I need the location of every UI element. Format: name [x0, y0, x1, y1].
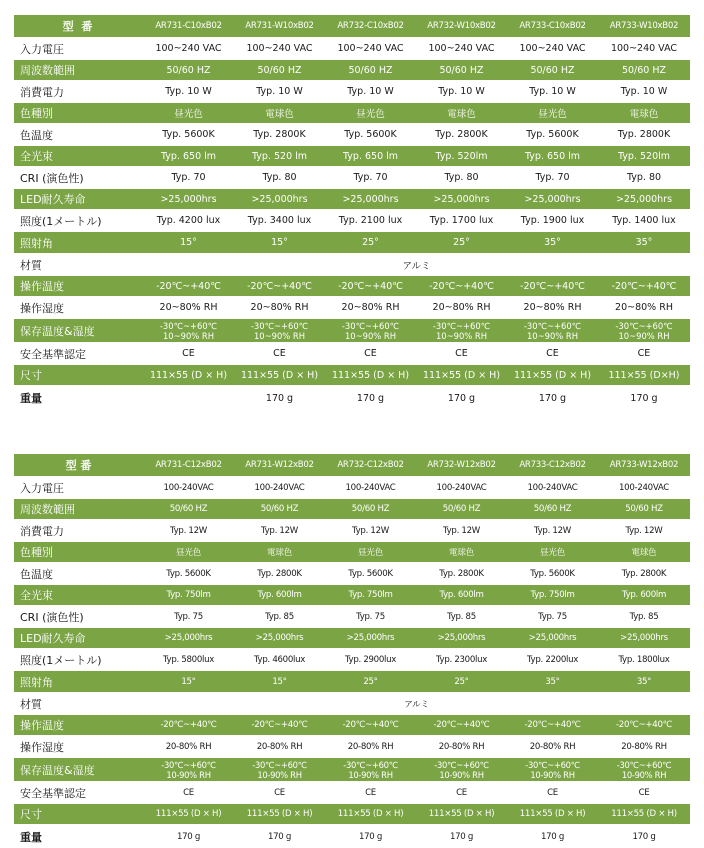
spec-value: -30℃~+60℃ 10-90% RH: [325, 757, 416, 782]
spec-value: CE: [234, 343, 325, 364]
spec-row-frequency-range: [14, 498, 690, 520]
spec-value: 111×55 (D × H): [507, 364, 598, 386]
spec-value: 50/60 HZ: [325, 498, 416, 520]
spec-value: -20℃~+40℃: [416, 714, 507, 736]
spec-value: 100-240VAC: [143, 477, 234, 498]
row-label: LED耐久寿命: [14, 627, 143, 649]
spec-value: Typ. 2300lux: [416, 649, 507, 670]
spec-value: Typ. 4200 lux: [143, 210, 234, 231]
spec-value: Typ. 5600K: [143, 124, 234, 145]
spec-value: Typ. 650 lm: [507, 145, 598, 167]
spec-value: -30℃~+60℃ 10-90% RH: [416, 757, 507, 782]
spec-value: -30℃~+60℃ 10~90% RH: [598, 318, 690, 343]
spec-value: -30℃~+60℃ 10-90% RH: [234, 757, 325, 782]
spec-value: 111×55 (D × H): [325, 803, 416, 825]
row-label: 周波数範囲: [14, 498, 143, 520]
spec-value: 20~80% RH: [234, 297, 325, 318]
spec-row-material: [14, 254, 690, 275]
spec-value: 20~80% RH: [143, 297, 234, 318]
spec-value: Typ. 1700 lux: [416, 210, 507, 231]
spec-value: 昼光色: [507, 102, 598, 124]
spec-row-storage-temp-humidity: [14, 318, 690, 343]
model-header-ar732-w10xb02: AR732-W10xB02: [416, 15, 507, 38]
model-header-ar733-w12xb02: AR733-W12xB02: [598, 454, 690, 477]
spec-value: CE: [598, 343, 690, 364]
row-label: 保存温度&湿度: [14, 318, 143, 343]
spec-value: Typ. 75: [325, 606, 416, 627]
spec-row-luminous-flux: [14, 145, 690, 167]
spec-value: -30℃~+60℃ 10~90% RH: [325, 318, 416, 343]
spec-value: 100~240 VAC: [234, 38, 325, 59]
spec-row-color-temperature: [14, 563, 690, 584]
spec-value: 100~240 VAC: [143, 38, 234, 59]
spec-value: 170 g: [507, 386, 598, 409]
spec-row-cri: [14, 606, 690, 627]
spec-value: Typ. 2200lux: [507, 649, 598, 670]
spec-value: 50/60 HZ: [325, 59, 416, 81]
spec-row-safety-certification: [14, 782, 690, 803]
model-number-title: 型 番: [14, 15, 143, 38]
row-label: 安全基準認定: [14, 343, 143, 364]
spec-value: 170 g: [416, 386, 507, 409]
spec-value: 170 g: [598, 825, 690, 848]
model-header-ar731-w10xb02: AR731-W10xB02: [234, 15, 325, 38]
spec-value: 111×55 (D × H): [416, 364, 507, 386]
row-label: 全光束: [14, 145, 143, 167]
spec-value: -20℃~+40℃: [507, 714, 598, 736]
spec-value: 100~240 VAC: [507, 38, 598, 59]
spec-value: -20℃~+40℃: [325, 275, 416, 297]
spec-value: 20-80% RH: [507, 736, 598, 757]
spec-value: Typ. 650 lm: [143, 145, 234, 167]
row-label: 操作温度: [14, 714, 143, 736]
spec-value: -30℃~+60℃ 10~90% RH: [143, 318, 234, 343]
spec-row-operating-temperature: [14, 275, 690, 297]
spec-value: >25,000hrs: [598, 188, 690, 210]
spec-value: 170 g: [325, 386, 416, 409]
spec-value: Typ. 2800K: [598, 563, 690, 584]
spec-row-dimensions: [14, 364, 690, 386]
spec-row-color-type: [14, 102, 690, 124]
spec-row-beam-angle: [14, 231, 690, 254]
spec-value: 50/60 HZ: [416, 498, 507, 520]
spec-row-input-voltage: [14, 477, 690, 498]
spec-value: CE: [598, 782, 690, 803]
row-label: 尺寸: [14, 364, 143, 386]
spec-value: Typ. 10 W: [143, 81, 234, 102]
spec-value: CE: [325, 343, 416, 364]
spec-value: 昼光色: [143, 102, 234, 124]
spec-row-cri: [14, 167, 690, 188]
spec-value: Typ. 2800K: [598, 124, 690, 145]
spec-value: Typ. 2800K: [416, 124, 507, 145]
spec-value: Typ. 750lm: [143, 584, 234, 606]
spec-value: >25,000hrs: [325, 627, 416, 649]
model-header-ar733-c10xb02: AR733-C10xB02: [507, 15, 598, 38]
spec-row-storage-temp-humidity: [14, 757, 690, 782]
spec-row-color-temperature: [14, 124, 690, 145]
spec-value: 111×55 (D × H): [416, 803, 507, 825]
spec-value: 15°: [143, 231, 234, 254]
spec-value: >25,000hrs: [143, 627, 234, 649]
spec-value: -30℃~+60℃ 10~90% RH: [507, 318, 598, 343]
spec-value: 170 g: [325, 825, 416, 848]
row-label: 保存温度&湿度: [14, 757, 143, 782]
spec-value: Typ. 12W: [325, 520, 416, 541]
spec-value: 111×55 (D × H): [143, 364, 234, 386]
spec-value: 50/60 HZ: [234, 498, 325, 520]
spec-value: Typ. 5600K: [325, 124, 416, 145]
spec-value: [143, 386, 234, 409]
spec-value: 35°: [507, 231, 598, 254]
spec-value: 100~240 VAC: [325, 38, 416, 59]
spec-value: Typ. 85: [234, 606, 325, 627]
spec-value: -20℃~+40℃: [143, 275, 234, 297]
spec-value: 昼光色: [325, 541, 416, 563]
spec-value: 50/60 HZ: [143, 498, 234, 520]
spec-value: 111×55 (D × H): [325, 364, 416, 386]
spec-value: 111×55 (D×H): [598, 364, 690, 386]
spec-value: -30℃~+60℃ 10~90% RH: [416, 318, 507, 343]
spec-value-material: アルミ: [143, 254, 690, 275]
spec-value: 25°: [325, 670, 416, 693]
spec-value: 電球色: [416, 541, 507, 563]
spec-value: 25°: [325, 231, 416, 254]
spec-value: 50/60 HZ: [234, 59, 325, 81]
spec-value: 35°: [598, 670, 690, 693]
spec-value: Typ. 12W: [507, 520, 598, 541]
row-label: 入力電圧: [14, 38, 143, 59]
spec-value: Typ. 1900 lux: [507, 210, 598, 231]
spec-value: 20-80% RH: [598, 736, 690, 757]
spec-row-power-consumption: [14, 81, 690, 102]
model-header-ar732-c12xb02: AR732-C12xB02: [325, 454, 416, 477]
spec-row-operating-humidity: [14, 736, 690, 757]
spec-value: >25,000hrs: [325, 188, 416, 210]
spec-value: Typ. 650 lm: [325, 145, 416, 167]
spec-value: 100-240VAC: [416, 477, 507, 498]
spec-value: 昼光色: [325, 102, 416, 124]
spec-value: Typ. 10 W: [507, 81, 598, 102]
spec-value: 電球色: [416, 102, 507, 124]
spec-value: Typ. 750lm: [325, 584, 416, 606]
spec-value: >25,000hrs: [234, 627, 325, 649]
spec-value: -20℃~+40℃: [143, 714, 234, 736]
spec-row-safety-certification: [14, 343, 690, 364]
spec-row-frequency-range: [14, 59, 690, 81]
spec-value: 111×55 (D × H): [598, 803, 690, 825]
spec-value: CE: [507, 782, 598, 803]
row-label: 操作温度: [14, 275, 143, 297]
spec-table-12w: [14, 454, 690, 848]
model-header-ar731-c12xb02: AR731-C12xB02: [143, 454, 234, 477]
spec-value: Typ. 600lm: [416, 584, 507, 606]
spec-value: 111×55 (D × H): [507, 803, 598, 825]
spec-value: 電球色: [234, 102, 325, 124]
spec-value: 100-240VAC: [598, 477, 690, 498]
model-header-ar733-w10xb02: AR733-W10xB02: [598, 15, 690, 38]
row-label: 消費電力: [14, 81, 143, 102]
spec-row-weight: [14, 386, 690, 409]
row-label: 全光束: [14, 584, 143, 606]
spec-value: 20-80% RH: [143, 736, 234, 757]
spec-value: >25,000hrs: [234, 188, 325, 210]
spec-value: 111×55 (D × H): [143, 803, 234, 825]
spec-value: CE: [325, 782, 416, 803]
spec-value: Typ. 12W: [143, 520, 234, 541]
spec-value: Typ. 5800lux: [143, 649, 234, 670]
spec-value: 20~80% RH: [598, 297, 690, 318]
spec-value: Typ. 12W: [598, 520, 690, 541]
spec-value: 20~80% RH: [416, 297, 507, 318]
row-label: 照度(1メートル): [14, 210, 143, 231]
spec-value: 15°: [234, 231, 325, 254]
spec-value: Typ. 520lm: [598, 145, 690, 167]
spec-value: >25,000hrs: [143, 188, 234, 210]
spec-value: -30℃~+60℃ 10-90% RH: [507, 757, 598, 782]
row-label: CRI (演色性): [14, 167, 143, 188]
spec-value: >25,000hrs: [507, 627, 598, 649]
spec-row-luminous-flux: [14, 584, 690, 606]
row-label: 材質: [14, 254, 143, 275]
spec-value: CE: [143, 343, 234, 364]
spec-value: -20℃~+40℃: [598, 714, 690, 736]
spec-value: Typ. 80: [598, 167, 690, 188]
spec-value: 20~80% RH: [325, 297, 416, 318]
row-label: 重量: [14, 825, 143, 848]
spec-value: 170 g: [234, 825, 325, 848]
row-label: 照射角: [14, 231, 143, 254]
spec-value: CE: [143, 782, 234, 803]
model-number-title: 型 番: [14, 454, 143, 477]
spec-row-illuminance: [14, 210, 690, 231]
spec-value: Typ. 520 lm: [234, 145, 325, 167]
spec-value: 50/60 HZ: [507, 59, 598, 81]
spec-row-illuminance: [14, 649, 690, 670]
spec-value: >25,000hrs: [598, 627, 690, 649]
spec-value: Typ. 2900lux: [325, 649, 416, 670]
spec-value: 100-240VAC: [507, 477, 598, 498]
model-header-ar732-w12xb02: AR732-W12xB02: [416, 454, 507, 477]
spec-value: 電球色: [234, 541, 325, 563]
spec-value: Typ. 600lm: [598, 584, 690, 606]
model-header-ar731-c10xb02: AR731-C10xB02: [143, 15, 234, 38]
spec-table-10w: [14, 15, 690, 409]
spec-value: Typ. 12W: [234, 520, 325, 541]
spec-value: 電球色: [598, 541, 690, 563]
spec-value: 100~240 VAC: [598, 38, 690, 59]
model-header-ar732-c10xb02: AR732-C10xB02: [325, 15, 416, 38]
spec-value: >25,000hrs: [416, 188, 507, 210]
spec-value: Typ. 750lm: [507, 584, 598, 606]
spec-row-material: [14, 693, 690, 714]
spec-value: Typ. 85: [416, 606, 507, 627]
spec-value: -20℃~+40℃: [598, 275, 690, 297]
spec-value: 20~80% RH: [507, 297, 598, 318]
spec-value: 20-80% RH: [234, 736, 325, 757]
row-label: 照射角: [14, 670, 143, 693]
spec-value: Typ. 85: [598, 606, 690, 627]
row-label: 尺寸: [14, 803, 143, 825]
spec-row-weight: [14, 825, 690, 848]
spec-value: 25°: [416, 231, 507, 254]
spec-value: 100-240VAC: [325, 477, 416, 498]
spec-value: -20℃~+40℃: [234, 714, 325, 736]
row-label: CRI (演色性): [14, 606, 143, 627]
spec-value: Typ. 70: [507, 167, 598, 188]
row-label: 色温度: [14, 563, 143, 584]
spec-value: -20℃~+40℃: [234, 275, 325, 297]
spec-row-operating-humidity: [14, 297, 690, 318]
spec-row-power-consumption: [14, 520, 690, 541]
spec-value: Typ. 2800K: [234, 124, 325, 145]
spec-row-led-lifetime: [14, 188, 690, 210]
spec-value: 昼光色: [143, 541, 234, 563]
spec-value: Typ. 2100 lux: [325, 210, 416, 231]
spec-value: -20℃~+40℃: [507, 275, 598, 297]
row-label: 操作湿度: [14, 736, 143, 757]
model-header-ar731-w12xb02: AR731-W12xB02: [234, 454, 325, 477]
spec-value: 25°: [416, 670, 507, 693]
spec-value: Typ. 4600lux: [234, 649, 325, 670]
spec-value: Typ. 12W: [416, 520, 507, 541]
spec-value: 35°: [598, 231, 690, 254]
spec-value: 15°: [143, 670, 234, 693]
spec-value: 50/60 HZ: [507, 498, 598, 520]
spec-value: CE: [507, 343, 598, 364]
spec-value: -30℃~+60℃ 10-90% RH: [598, 757, 690, 782]
spec-value: 111×55 (D × H): [234, 803, 325, 825]
spec-row-beam-angle: [14, 670, 690, 693]
spec-value: CE: [234, 782, 325, 803]
spec-value: 50/60 HZ: [143, 59, 234, 81]
spec-value: Typ. 520lm: [416, 145, 507, 167]
row-label: 安全基準認定: [14, 782, 143, 803]
spec-value: 50/60 HZ: [416, 59, 507, 81]
spec-value: 電球色: [598, 102, 690, 124]
spec-value: 170 g: [598, 386, 690, 409]
spec-value: 170 g: [234, 386, 325, 409]
row-label: 色温度: [14, 124, 143, 145]
spec-value: Typ. 3400 lux: [234, 210, 325, 231]
spec-value: >25,000hrs: [416, 627, 507, 649]
spec-row-operating-temperature: [14, 714, 690, 736]
row-label: 入力電圧: [14, 477, 143, 498]
spec-value: 111×55 (D × H): [234, 364, 325, 386]
spec-value: CE: [416, 343, 507, 364]
spec-value: Typ. 2800K: [234, 563, 325, 584]
spec-value: Typ. 75: [143, 606, 234, 627]
spec-value: Typ. 2800K: [416, 563, 507, 584]
spec-value: 20-80% RH: [325, 736, 416, 757]
spec-value: 100-240VAC: [234, 477, 325, 498]
spec-row-dimensions: [14, 803, 690, 825]
spec-value: Typ. 10 W: [234, 81, 325, 102]
spec-value: Typ. 600lm: [234, 584, 325, 606]
spec-value: -30℃~+60℃ 10-90% RH: [143, 757, 234, 782]
spec-value: Typ. 10 W: [325, 81, 416, 102]
spec-value: Typ. 1800lux: [598, 649, 690, 670]
spec-value: Typ. 5600K: [325, 563, 416, 584]
spec-row-color-type: [14, 541, 690, 563]
spec-value: Typ. 80: [234, 167, 325, 188]
spec-value: Typ. 70: [325, 167, 416, 188]
spec-row-input-voltage: [14, 38, 690, 59]
spec-row-led-lifetime: [14, 627, 690, 649]
spec-value: Typ. 1400 lux: [598, 210, 690, 231]
spec-value: Typ. 5600K: [143, 563, 234, 584]
spec-value: 35°: [507, 670, 598, 693]
spec-value: Typ. 10 W: [598, 81, 690, 102]
row-label: 周波数範囲: [14, 59, 143, 81]
row-label: 重量: [14, 386, 143, 409]
spec-value: -20℃~+40℃: [325, 714, 416, 736]
header-row: [14, 454, 690, 477]
row-label: 材質: [14, 693, 143, 714]
row-label: 色種別: [14, 541, 143, 563]
header-row: [14, 15, 690, 38]
spec-value: CE: [416, 782, 507, 803]
spec-value: 15°: [234, 670, 325, 693]
spec-value: 170 g: [507, 825, 598, 848]
spec-value: Typ. 70: [143, 167, 234, 188]
spec-value: Typ. 75: [507, 606, 598, 627]
row-label: 色種別: [14, 102, 143, 124]
spec-value: 50/60 HZ: [598, 59, 690, 81]
spec-value: 昼光色: [507, 541, 598, 563]
row-label: 消費電力: [14, 520, 143, 541]
model-header-ar733-c12xb02: AR733-C12xB02: [507, 454, 598, 477]
spec-value: -20℃~+40℃: [416, 275, 507, 297]
row-label: LED耐久寿命: [14, 188, 143, 210]
spec-value: -30℃~+60℃ 10~90% RH: [234, 318, 325, 343]
spec-value: Typ. 10 W: [416, 81, 507, 102]
row-label: 操作湿度: [14, 297, 143, 318]
spec-value: 20-80% RH: [416, 736, 507, 757]
spec-value: >25,000hrs: [507, 188, 598, 210]
spec-value: 170 g: [143, 825, 234, 848]
spec-value: Typ. 5600K: [507, 124, 598, 145]
spec-value: 170 g: [416, 825, 507, 848]
spec-value: 50/60 HZ: [598, 498, 690, 520]
row-label: 照度(1メートル): [14, 649, 143, 670]
spec-value: 100~240 VAC: [416, 38, 507, 59]
spec-value-material: アルミ: [143, 693, 690, 714]
spec-value: Typ. 5600K: [507, 563, 598, 584]
spec-value: Typ. 80: [416, 167, 507, 188]
